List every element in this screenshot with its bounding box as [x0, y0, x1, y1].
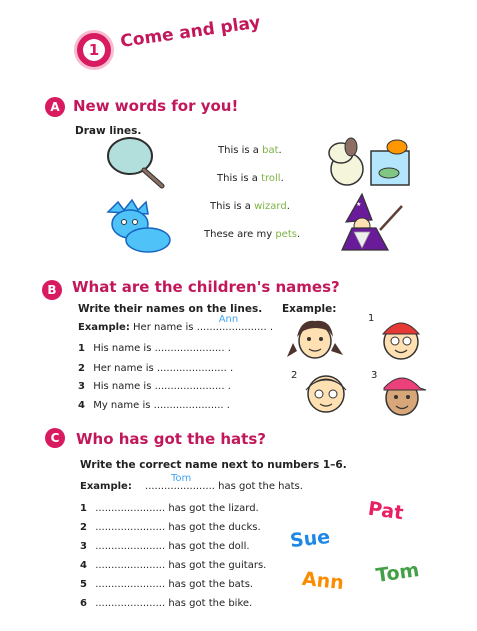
- section-a-instruction: Draw lines.: [75, 125, 142, 137]
- section-b-badge: B: [42, 280, 62, 300]
- answer-line[interactable]: ......................: [154, 381, 225, 392]
- girl-face-example: [285, 315, 345, 363]
- section-b-example-heading: Example:: [282, 303, 337, 315]
- section-c-item-2: 2 ...................... has got the ducks.: [80, 522, 261, 533]
- section-c-badge: C: [45, 428, 65, 448]
- answer-line[interactable]: ......................: [156, 363, 227, 374]
- answer-line[interactable]: ......................: [95, 503, 166, 514]
- answer-line[interactable]: ......................: [95, 598, 166, 609]
- boy-face-3: [376, 366, 428, 418]
- name-tom: Tom: [374, 559, 421, 587]
- name-pat: Pat: [366, 497, 405, 525]
- section-a-title: New words for you!: [73, 97, 239, 115]
- wizard-picture: [332, 192, 412, 252]
- sentence-4: These are my pets.: [204, 229, 301, 240]
- boy-face-1: [375, 312, 427, 362]
- picture-number-1: 1: [368, 313, 375, 324]
- section-b-item-4: 4 My name is ...................... .: [78, 400, 230, 411]
- answer-line[interactable]: ......................: [153, 400, 224, 411]
- section-c-item-5: 5 ...................... has got the bats.: [80, 579, 254, 590]
- section-c-title: Who has got the hats?: [76, 430, 266, 448]
- answer-line[interactable]: ......................: [154, 343, 225, 354]
- unit-number-badge: [74, 30, 114, 70]
- sentence-1: This is a bat.: [218, 145, 282, 156]
- pets-picture: [325, 133, 415, 191]
- picture-number-3: 3: [371, 370, 378, 381]
- example-answer: Ann: [218, 314, 239, 325]
- sentence-2: This is a troll.: [217, 173, 284, 184]
- section-b-example: Example: Her name is ...................... Ann .: [78, 314, 274, 333]
- name-ann: Ann: [300, 567, 345, 595]
- section-c-item-3: 3 ...................... has got the doll.: [80, 541, 250, 552]
- section-c-instruction: Write the correct name next to numbers 1–6.: [80, 459, 347, 471]
- answer-line[interactable]: ......................: [95, 560, 166, 571]
- section-b-instruction: Write their names on the lines.: [78, 303, 263, 315]
- answer-line[interactable]: ......................: [95, 541, 166, 552]
- section-c-example: Example: ...................... Tom has got the hats.: [80, 473, 303, 492]
- section-c-item-1: 1 ...................... has got the lizard.: [80, 503, 259, 514]
- answer-line[interactable]: ......................: [95, 579, 166, 590]
- girl-face-2: [298, 366, 354, 416]
- sentence-3: This is a wizard.: [210, 201, 290, 212]
- section-b-item-2: 2 Her name is ...................... .: [78, 363, 234, 374]
- section-b-item-1: 1 His name is ...................... .: [78, 343, 231, 354]
- unit-title: Come and play: [119, 12, 262, 52]
- section-b-item-3: 3 His name is ...................... .: [78, 381, 231, 392]
- section-c-item-6: 6 ...................... has got the bike.: [80, 598, 253, 609]
- troll-picture: [102, 198, 180, 256]
- section-c-item-4: 4 ...................... has got the guitars.: [80, 560, 267, 571]
- picture-number-2: 2: [291, 370, 298, 381]
- section-a-badge: A: [45, 97, 65, 117]
- svg-text:★: ★: [356, 201, 362, 208]
- section-b-title: What are the children's names?: [72, 278, 340, 296]
- unit-number: 1: [83, 39, 105, 61]
- name-sue: Sue: [288, 525, 332, 553]
- example-answer: Tom: [171, 473, 192, 484]
- bat-picture: [100, 134, 168, 190]
- answer-line[interactable]: ......................: [95, 522, 166, 533]
